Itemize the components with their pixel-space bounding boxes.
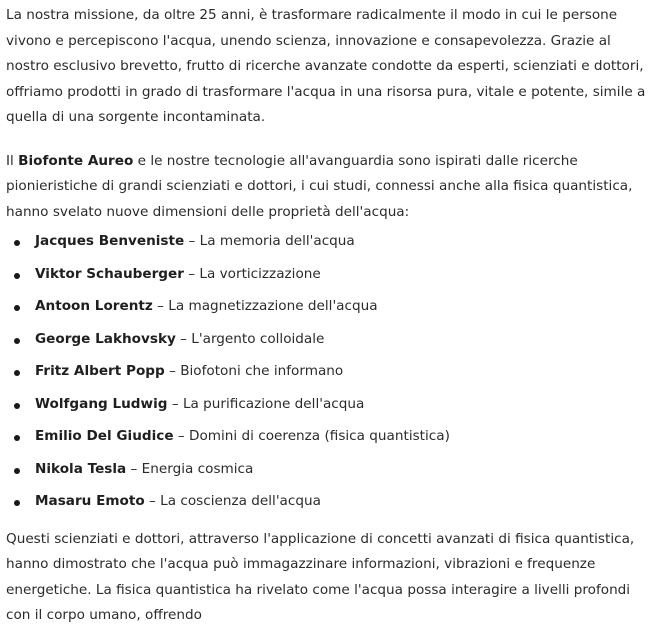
scientist-topic: – La purificazione dell'acqua bbox=[167, 395, 365, 412]
scientist-name: Wolfgang Ludwig bbox=[35, 395, 168, 412]
scientist-name: Viktor Schauberger bbox=[35, 265, 184, 282]
brand-name: Biofonte Aureo bbox=[18, 152, 134, 169]
scientist-name: Fritz Albert Popp bbox=[35, 363, 165, 379]
list-item bbox=[6, 262, 650, 288]
scientists-list bbox=[6, 229, 650, 515]
list-item bbox=[6, 327, 650, 353]
scientist-topic: – Domini di coerenza (fisica quantistica) bbox=[173, 428, 450, 444]
scientist-name: George Lakhovsky bbox=[35, 330, 176, 347]
list-item bbox=[6, 392, 650, 418]
inspiration-paragraph bbox=[6, 149, 650, 226]
list-item bbox=[6, 229, 650, 255]
list-item bbox=[6, 359, 650, 385]
scientist-name: Emilio Del Giudice bbox=[35, 428, 174, 444]
scientist-name: Antoon Lorentz bbox=[35, 298, 153, 314]
list-item bbox=[6, 294, 650, 320]
scientist-name: Jacques Benveniste bbox=[35, 233, 185, 249]
scientist-topic: – Energia cosmica bbox=[126, 460, 254, 477]
inspiration-text: e le nostre tecnologie all'avanguardia sono ispirati dalle ricerche pionieristiche di grandi scienziati e dottori, i cui studi, connessi anche alla fisica quantistica, hanno svelato nuove dimensioni delle proprietà dell'acqua: bbox=[6, 152, 633, 220]
scientist-name: Nikola Tesla bbox=[35, 460, 127, 477]
list-item bbox=[6, 457, 650, 483]
scientist-topic: – La vorticizzazione bbox=[183, 265, 321, 282]
quantum-paragraph: Questi scienziati e dottori, attraverso l'applicazione di concetti avanzati di fisica quantistica, hanno dimostrato che l'acqua può immagazzinare informazioni, vibrazioni e frequenze energetiche. La fisica quantistica ha rivelato come l'acqua possa interagire a livelli profondi con il corpo umano, offrendo bbox=[6, 530, 635, 623]
mission-paragraph: La nostra missione, da oltre 25 anni, è trasformare radicalmente il modo in cui le persone vivono e percepiscono l'acqua, unendo scienza, innovazione e consapevolezza. Grazie al nostro esclusivo brevetto, frutto di ricerche avanzate condotte da esperti, scienziati e dottori, offriamo prodotti in grado di trasformare l'acqua in una risorsa pura, vitale e potente, simile a quella di una sorgente incontaminata. bbox=[6, 7, 646, 125]
inspiration-prefix: Il bbox=[6, 152, 19, 169]
scientist-topic: – La memoria dell'acqua bbox=[184, 233, 355, 249]
scientist-topic: – La coscienza dell'acqua bbox=[144, 493, 321, 509]
scientist-topic: – Biofotoni che informano bbox=[164, 363, 344, 379]
scientist-topic: – La magnetizzazione dell'acqua bbox=[152, 298, 378, 314]
list-item bbox=[6, 489, 650, 515]
list-item bbox=[6, 424, 650, 450]
scientist-topic: – L'argento colloidale bbox=[175, 330, 325, 347]
scientist-name: Masaru Emoto bbox=[35, 493, 145, 509]
